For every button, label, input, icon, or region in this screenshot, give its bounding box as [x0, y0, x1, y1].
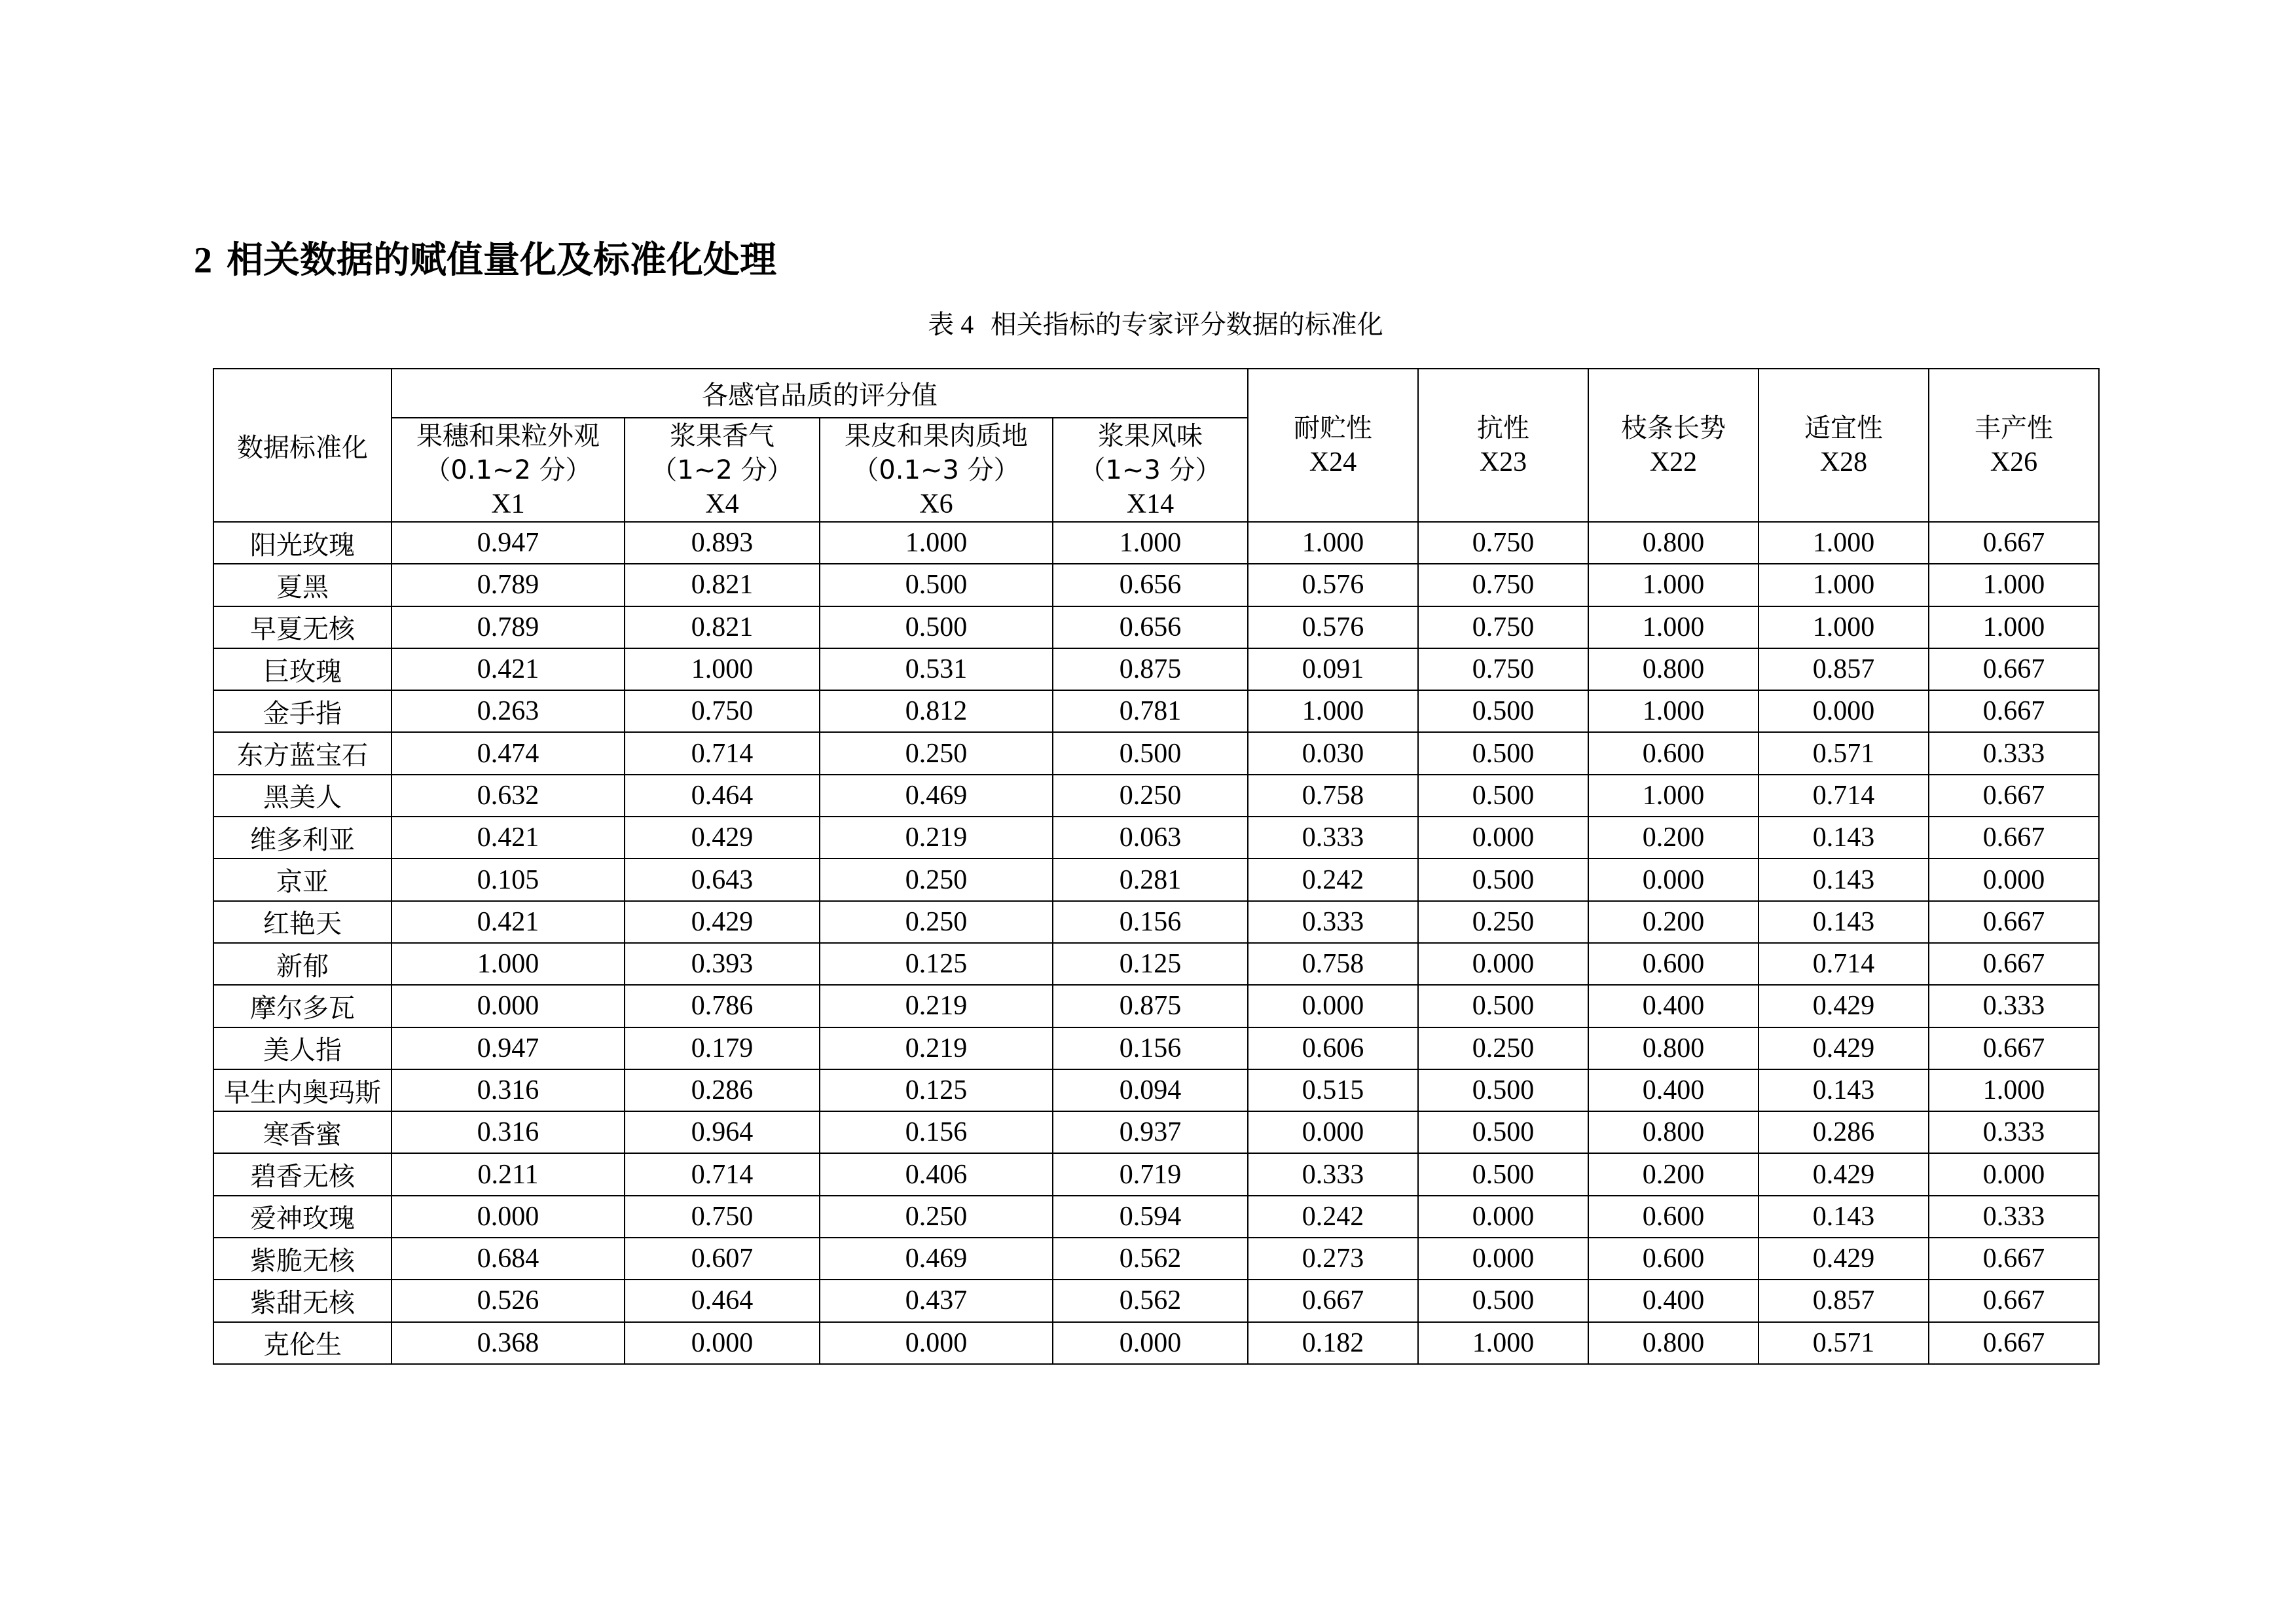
table-cell: 0.531 [820, 648, 1053, 690]
row-label: 早生内奥玛斯 [213, 1069, 392, 1111]
table-cell: 0.105 [392, 858, 625, 900]
table-cell: 0.250 [1418, 901, 1588, 943]
table-row [213, 1196, 2099, 1238]
table-cell: 0.667 [1929, 775, 2099, 817]
table-cell: 0.821 [625, 606, 820, 648]
header-name: 耐贮性 [1294, 413, 1372, 443]
subheader-code: X4 [705, 489, 739, 519]
table-body [213, 522, 2099, 1364]
table-cell: 0.000 [1418, 817, 1588, 858]
table-row [213, 690, 2099, 732]
table-cell: 0.333 [1929, 985, 2099, 1027]
table-cell: 0.400 [1588, 1069, 1758, 1111]
row-label: 碧香无核 [213, 1153, 392, 1195]
table-cell: 0.316 [392, 1111, 625, 1153]
table-cell: 0.125 [820, 1069, 1053, 1111]
table-cell: 0.515 [1248, 1069, 1418, 1111]
table-cell: 0.179 [625, 1027, 820, 1069]
table-cell: 0.821 [625, 564, 820, 606]
table-cell: 0.000 [820, 1322, 1053, 1364]
subheader-range: （0.1~2 分） [424, 454, 592, 485]
table-cell: 0.667 [1929, 522, 2099, 564]
table-cell: 1.000 [1418, 1322, 1588, 1364]
table-row [213, 648, 2099, 690]
table-cell: 0.600 [1588, 732, 1758, 774]
table-row [213, 1027, 2099, 1069]
table-cell: 0.600 [1588, 943, 1758, 985]
table-cell: 0.211 [392, 1153, 625, 1195]
table-caption [213, 305, 2098, 344]
table-cell: 0.393 [625, 943, 820, 985]
table-cell: 0.281 [1053, 858, 1248, 900]
row-label: 东方蓝宝石 [213, 732, 392, 774]
table-row [213, 732, 2099, 774]
table-caption-number: 表 4 [928, 310, 974, 339]
table-cell: 0.500 [1418, 690, 1588, 732]
table-cell: 0.333 [1248, 817, 1418, 858]
table-cell: 1.000 [1929, 606, 2099, 648]
table-cell: 0.758 [1248, 943, 1418, 985]
table-row [213, 817, 2099, 858]
subheader-name: 果穗和果粒外观 [416, 420, 600, 451]
table-cell: 0.750 [1418, 648, 1588, 690]
table-cell: 0.286 [1758, 1111, 1929, 1153]
table-cell: 0.156 [820, 1111, 1053, 1153]
table-cell: 0.429 [1758, 1153, 1929, 1195]
row-label: 摩尔多瓦 [213, 985, 392, 1027]
header-name: 枝条长势 [1621, 413, 1726, 443]
table-cell: 0.429 [1758, 1027, 1929, 1069]
table-caption-text: 相关指标的专家评分数据的标准化 [990, 310, 1383, 340]
table-cell: 0.000 [625, 1322, 820, 1364]
table-cell: 0.474 [392, 732, 625, 774]
table-cell: 1.000 [1053, 522, 1248, 564]
table-cell: 0.719 [1053, 1153, 1248, 1195]
table-cell: 0.500 [1418, 1153, 1588, 1195]
table-cell: 0.750 [625, 1196, 820, 1238]
section-title: 相关数据的赋值量化及标准化处理 [227, 239, 776, 282]
table-cell: 0.000 [1248, 985, 1418, 1027]
table-cell: 1.000 [1929, 1069, 2099, 1111]
table-row [213, 901, 2099, 943]
header-code: X28 [1819, 447, 1868, 477]
table-cell: 0.143 [1758, 1069, 1929, 1111]
row-label: 紫甜无核 [213, 1280, 392, 1321]
table-row [213, 943, 2099, 985]
table-cell: 0.242 [1248, 858, 1418, 900]
table-cell: 0.500 [1418, 858, 1588, 900]
table-cell: 0.091 [1248, 648, 1418, 690]
table-cell: 0.000 [1418, 943, 1588, 985]
table-cell: 0.464 [625, 1280, 820, 1321]
header-resistance [1418, 369, 1588, 522]
table-cell: 0.656 [1053, 606, 1248, 648]
table-cell: 0.219 [820, 1027, 1053, 1069]
table-cell: 0.400 [1588, 1280, 1758, 1321]
table-cell: 0.429 [1758, 985, 1929, 1027]
row-label: 金手指 [213, 690, 392, 732]
table-cell: 0.000 [1929, 858, 2099, 900]
table-cell: 1.000 [1758, 564, 1929, 606]
table-cell: 0.063 [1053, 817, 1248, 858]
table-cell: 0.500 [820, 606, 1053, 648]
table-cell: 0.714 [1758, 943, 1929, 985]
table-cell: 0.143 [1758, 817, 1929, 858]
table-cell: 0.667 [1248, 1280, 1418, 1321]
row-label: 维多利亚 [213, 817, 392, 858]
table-cell: 0.250 [1053, 775, 1248, 817]
table-cell: 0.125 [820, 943, 1053, 985]
row-label: 阳光玫瑰 [213, 522, 392, 564]
table-cell: 0.576 [1248, 606, 1418, 648]
table-cell: 0.333 [1248, 901, 1418, 943]
table-row [213, 522, 2099, 564]
subheader-name: 果皮和果肉质地 [845, 420, 1028, 451]
table-cell: 0.875 [1053, 985, 1248, 1027]
header-code: X24 [1309, 447, 1357, 477]
table-cell: 0.242 [1248, 1196, 1418, 1238]
table-cell: 1.000 [820, 522, 1053, 564]
table-cell: 1.000 [1588, 775, 1758, 817]
table-cell: 0.429 [625, 817, 820, 858]
header-code: X22 [1649, 447, 1698, 477]
table-cell: 0.429 [1758, 1238, 1929, 1280]
section-number: 2 [194, 240, 212, 281]
table-cell: 0.000 [1418, 1196, 1588, 1238]
table-cell: 0.758 [1248, 775, 1418, 817]
table-cell: 0.632 [392, 775, 625, 817]
table-cell: 0.437 [820, 1280, 1053, 1321]
corner-header: 数据标准化 [213, 369, 392, 522]
header-suitability [1758, 369, 1929, 522]
table-cell: 0.667 [1929, 943, 2099, 985]
table-cell: 0.812 [820, 690, 1053, 732]
table-cell: 0.800 [1588, 1027, 1758, 1069]
header-storability [1248, 369, 1418, 522]
table-cell: 0.286 [625, 1069, 820, 1111]
table-cell: 0.571 [1758, 1322, 1929, 1364]
row-label: 爱神玫瑰 [213, 1196, 392, 1238]
table-cell: 0.800 [1588, 1111, 1758, 1153]
table-cell: 0.800 [1588, 648, 1758, 690]
section-heading [194, 234, 776, 287]
table-cell: 0.500 [1418, 1280, 1588, 1321]
table-cell: 0.250 [820, 1196, 1053, 1238]
table-cell: 1.000 [1758, 522, 1929, 564]
row-label: 克伦生 [213, 1322, 392, 1364]
table-cell: 0.667 [1929, 648, 2099, 690]
header-name: 丰产性 [1975, 413, 2053, 443]
row-label: 京亚 [213, 858, 392, 900]
subheader-name: 浆果风味 [1098, 420, 1203, 451]
subheader-range: （1~3 分） [1079, 454, 1222, 485]
table-cell: 0.964 [625, 1111, 820, 1153]
table-cell: 0.684 [392, 1238, 625, 1280]
table-cell: 0.606 [1248, 1027, 1418, 1069]
header-code: X26 [1990, 447, 2038, 477]
row-label: 紫脆无核 [213, 1238, 392, 1280]
subheader-appearance [392, 418, 625, 522]
table-cell: 0.263 [392, 690, 625, 732]
table-cell: 0.000 [1929, 1153, 2099, 1195]
table-cell: 0.156 [1053, 901, 1248, 943]
table-cell: 0.219 [820, 985, 1053, 1027]
table-cell: 0.182 [1248, 1322, 1418, 1364]
row-label: 红艳天 [213, 901, 392, 943]
table-cell: 0.893 [625, 522, 820, 564]
table-cell: 0.219 [820, 817, 1053, 858]
table-row [213, 775, 2099, 817]
table-cell: 0.469 [820, 775, 1053, 817]
table-row [213, 606, 2099, 648]
table-cell: 0.714 [1758, 775, 1929, 817]
table-cell: 0.500 [820, 564, 1053, 606]
table-cell: 0.500 [1418, 775, 1588, 817]
table-cell: 1.000 [1248, 690, 1418, 732]
table-cell: 0.667 [1929, 1280, 2099, 1321]
sensory-group-header: 各感官品质的评分值 [392, 369, 1248, 418]
table-cell: 0.857 [1758, 648, 1929, 690]
table-cell: 0.600 [1588, 1196, 1758, 1238]
table-cell: 0.333 [1929, 1111, 2099, 1153]
table-cell: 0.469 [820, 1238, 1053, 1280]
table-row [213, 1111, 2099, 1153]
table-cell: 0.000 [1248, 1111, 1418, 1153]
table-cell: 0.400 [1588, 985, 1758, 1027]
table-row [213, 858, 2099, 900]
table-cell: 0.250 [820, 858, 1053, 900]
table-cell: 0.200 [1588, 1153, 1758, 1195]
table-cell: 1.000 [1588, 606, 1758, 648]
table-cell: 0.500 [1418, 732, 1588, 774]
table-cell: 0.200 [1588, 901, 1758, 943]
table-row [213, 985, 2099, 1027]
table-cell: 0.667 [1929, 1322, 2099, 1364]
table-cell: 0.000 [392, 985, 625, 1027]
table-cell: 0.421 [392, 817, 625, 858]
table-cell: 1.000 [625, 648, 820, 690]
table-cell: 0.094 [1053, 1069, 1248, 1111]
table-cell: 0.576 [1248, 564, 1418, 606]
table-row [213, 1322, 2099, 1364]
table-cell: 0.600 [1588, 1238, 1758, 1280]
table-cell: 0.562 [1053, 1238, 1248, 1280]
table-cell: 0.789 [392, 606, 625, 648]
table-cell: 0.526 [392, 1280, 625, 1321]
table-cell: 0.937 [1053, 1111, 1248, 1153]
header-code: X23 [1479, 447, 1527, 477]
header-name: 适宜性 [1804, 413, 1883, 443]
table-cell: 0.156 [1053, 1027, 1248, 1069]
subheader-code: X14 [1126, 489, 1175, 519]
table-cell: 0.667 [1929, 901, 2099, 943]
table-cell: 0.667 [1929, 690, 2099, 732]
table-cell: 0.750 [1418, 606, 1588, 648]
header-shoot-vigor [1588, 369, 1758, 522]
header-yield [1929, 369, 2099, 522]
table-cell: 0.667 [1929, 1027, 2099, 1069]
table-cell: 0.406 [820, 1153, 1053, 1195]
table-cell: 0.030 [1248, 732, 1418, 774]
table-cell: 0.562 [1053, 1280, 1248, 1321]
subheader-range: （0.1~3 分） [852, 454, 1020, 485]
row-label: 新郁 [213, 943, 392, 985]
table-cell: 1.000 [392, 943, 625, 985]
table-cell: 0.200 [1588, 817, 1758, 858]
subheader-code: X6 [919, 489, 953, 519]
row-label: 早夏无核 [213, 606, 392, 648]
table-cell: 0.643 [625, 858, 820, 900]
table-cell: 0.786 [625, 985, 820, 1027]
row-label: 寒香蜜 [213, 1111, 392, 1153]
table-cell: 0.750 [1418, 522, 1588, 564]
table-cell: 0.333 [1248, 1153, 1418, 1195]
table-cell: 0.143 [1758, 1196, 1929, 1238]
table-cell: 0.464 [625, 775, 820, 817]
table-cell: 0.000 [1053, 1322, 1248, 1364]
table-row [213, 1280, 2099, 1321]
subheader-texture [820, 418, 1053, 522]
row-label: 美人指 [213, 1027, 392, 1069]
table-cell: 0.316 [392, 1069, 625, 1111]
subheader-code: X1 [491, 489, 525, 519]
table-cell: 0.800 [1588, 522, 1758, 564]
table-cell: 0.800 [1588, 1322, 1758, 1364]
subheader-name: 浆果香气 [670, 420, 774, 451]
table-cell: 0.947 [392, 522, 625, 564]
standardized-score-table [213, 368, 2100, 1365]
table-cell: 0.781 [1053, 690, 1248, 732]
row-label: 黑美人 [213, 775, 392, 817]
table-cell: 0.333 [1929, 732, 2099, 774]
table-row [213, 1153, 2099, 1195]
table-cell: 0.421 [392, 901, 625, 943]
table-cell: 1.000 [1588, 690, 1758, 732]
table-cell: 0.750 [625, 690, 820, 732]
subheader-flavor [1053, 418, 1248, 522]
table-cell: 0.250 [1418, 1027, 1588, 1069]
table-cell: 0.594 [1053, 1196, 1248, 1238]
table-cell: 0.000 [392, 1196, 625, 1238]
table-cell: 0.947 [392, 1027, 625, 1069]
table-cell: 0.500 [1418, 985, 1588, 1027]
table-cell: 0.368 [392, 1322, 625, 1364]
table-cell: 0.143 [1758, 858, 1929, 900]
subheader-aroma [625, 418, 820, 522]
table-cell: 0.714 [625, 732, 820, 774]
table-cell: 1.000 [1929, 564, 2099, 606]
table-cell: 0.250 [820, 732, 1053, 774]
table-cell: 1.000 [1588, 564, 1758, 606]
table-cell: 0.607 [625, 1238, 820, 1280]
table-cell: 0.656 [1053, 564, 1248, 606]
table-cell: 1.000 [1248, 522, 1418, 564]
table-row [213, 564, 2099, 606]
table-cell: 0.500 [1418, 1111, 1588, 1153]
table-cell: 0.857 [1758, 1280, 1929, 1321]
table-cell: 0.667 [1929, 1238, 2099, 1280]
table-cell: 1.000 [1758, 606, 1929, 648]
table-cell: 0.875 [1053, 648, 1248, 690]
table-row [213, 1238, 2099, 1280]
table-cell: 0.429 [625, 901, 820, 943]
table-cell: 0.273 [1248, 1238, 1418, 1280]
row-label: 夏黑 [213, 564, 392, 606]
table-cell: 0.750 [1418, 564, 1588, 606]
row-label: 巨玫瑰 [213, 648, 392, 690]
table-cell: 0.500 [1418, 1069, 1588, 1111]
subheader-range: （1~2 分） [651, 454, 793, 485]
table-cell: 0.789 [392, 564, 625, 606]
table-cell: 0.571 [1758, 732, 1929, 774]
table-row [213, 1069, 2099, 1111]
header-name: 抗性 [1477, 413, 1529, 443]
table-cell: 0.125 [1053, 943, 1248, 985]
table-cell: 0.250 [820, 901, 1053, 943]
table-cell: 0.714 [625, 1153, 820, 1195]
table-cell: 0.143 [1758, 901, 1929, 943]
table-cell: 0.667 [1929, 817, 2099, 858]
table-cell: 0.000 [1588, 858, 1758, 900]
table-cell: 0.500 [1053, 732, 1248, 774]
table-cell: 0.000 [1418, 1238, 1588, 1280]
table-cell: 0.000 [1758, 690, 1929, 732]
table-cell: 0.333 [1929, 1196, 2099, 1238]
table-cell: 0.421 [392, 648, 625, 690]
